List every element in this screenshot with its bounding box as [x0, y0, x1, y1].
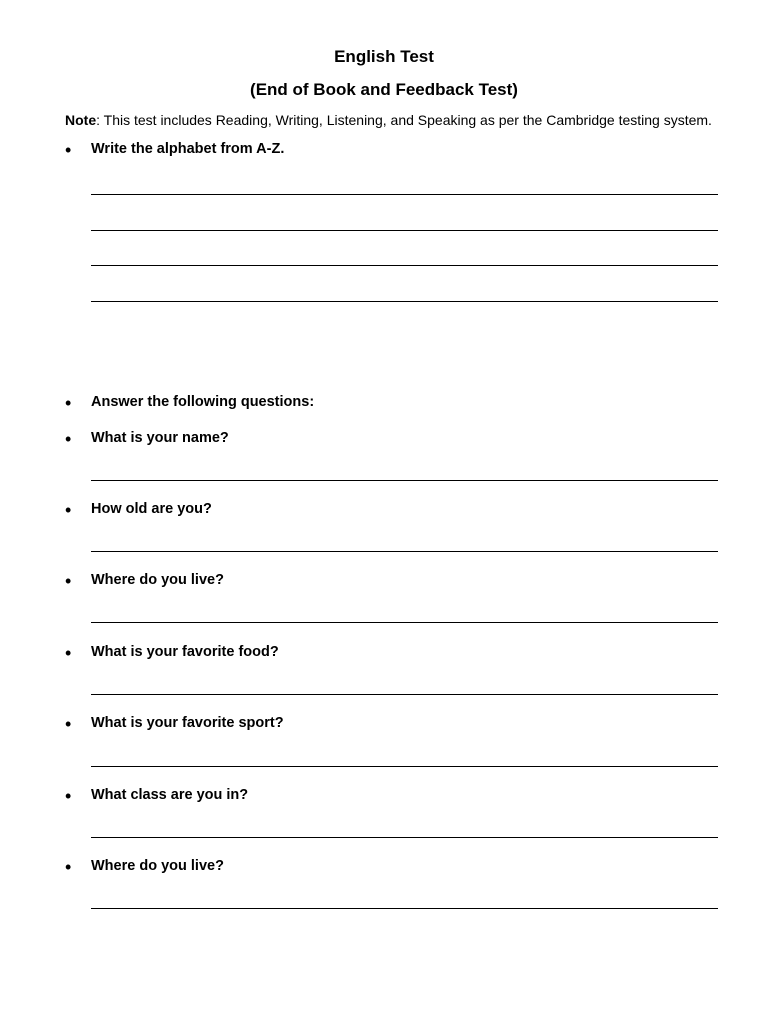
test-subtitle: (End of Book and Feedback Test): [250, 80, 518, 99]
alphabet-prompt: Write the alphabet from A-Z.: [91, 141, 285, 157]
answer-line-alphabet-4[interactable]: [91, 301, 718, 302]
answer-line-alphabet-3[interactable]: [91, 265, 718, 266]
note-text: : This test includes Reading, Writing, Listening, and Speaking as per the Cambridge testing system.: [96, 112, 712, 128]
bullet-icon: •: [65, 786, 72, 806]
question-food: What is your favorite food?: [91, 644, 279, 660]
answer-line-live-repeat[interactable]: [91, 908, 718, 909]
question-age: How old are you?: [91, 501, 212, 517]
answer-line-name[interactable]: [91, 480, 718, 481]
question-class: What class are you in?: [91, 787, 249, 803]
bullet-icon: •: [65, 429, 72, 449]
bullet-icon: •: [65, 140, 72, 160]
question-sport: What is your favorite sport?: [91, 715, 284, 731]
answer-line-alphabet-2[interactable]: [91, 230, 718, 231]
answer-line-live[interactable]: [91, 622, 718, 623]
bullet-icon: •: [65, 571, 72, 591]
answer-line-food[interactable]: [91, 694, 718, 695]
answer-line-sport[interactable]: [91, 766, 718, 767]
bullet-icon: •: [65, 393, 72, 413]
bullet-icon: •: [65, 714, 72, 734]
note-label: Note: [65, 112, 97, 128]
answer-line-class[interactable]: [91, 837, 718, 838]
note-paragraph: [65, 112, 712, 128]
question-name: What is your name?: [91, 430, 229, 446]
bullet-icon: •: [65, 857, 72, 877]
bullet-icon: •: [65, 643, 72, 663]
answer-line-age[interactable]: [91, 551, 718, 552]
bullet-icon: •: [65, 500, 72, 520]
questions-intro: Answer the following questions:: [91, 394, 315, 410]
answer-line-alphabet-1[interactable]: [91, 194, 718, 195]
question-live: Where do you live?: [91, 572, 224, 588]
question-live-repeat: Where do you live?: [91, 858, 224, 874]
test-title: English Test: [334, 47, 434, 66]
